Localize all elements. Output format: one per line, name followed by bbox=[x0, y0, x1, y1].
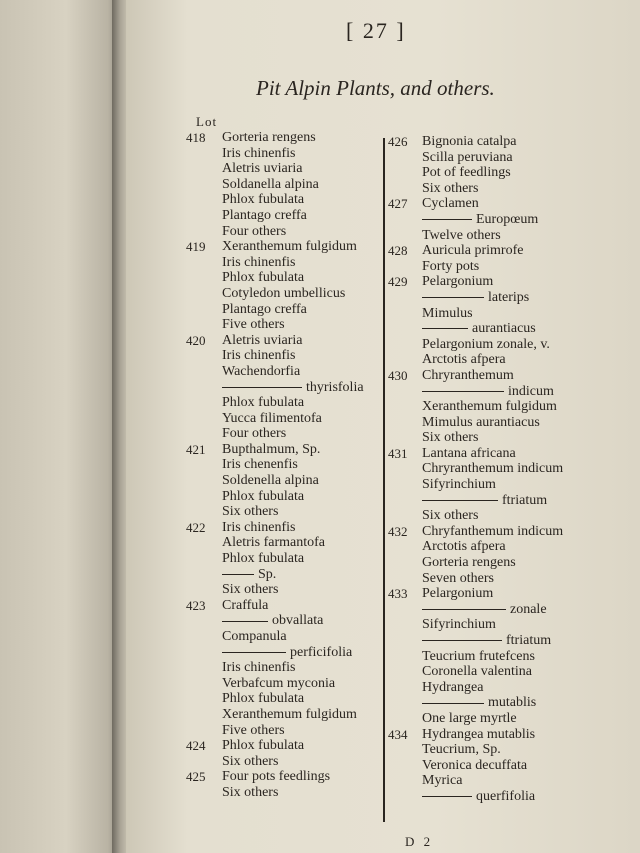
plant-name-text: Six others bbox=[422, 508, 479, 524]
plant-name-text: Six others bbox=[422, 430, 479, 446]
plant-name-text: Four pots feedlings bbox=[222, 769, 331, 785]
ditto-dash bbox=[422, 609, 506, 610]
plant-name-text: Forty pots bbox=[422, 258, 480, 274]
plant-name-text: indicum bbox=[508, 383, 554, 399]
lot-number: 420 bbox=[186, 332, 206, 348]
ditto-dash bbox=[222, 574, 254, 575]
plant-name bbox=[422, 212, 538, 228]
plant-name bbox=[422, 508, 478, 524]
plant-name bbox=[422, 493, 547, 509]
plant-name bbox=[222, 333, 302, 349]
ditto-dash bbox=[422, 219, 472, 220]
plant-name bbox=[422, 789, 535, 805]
plant-name-text: Five others bbox=[222, 722, 285, 738]
plant-name bbox=[422, 243, 523, 259]
plant-name-text: Lantana africana bbox=[422, 445, 516, 461]
plant-name bbox=[222, 317, 285, 333]
plant-name bbox=[222, 785, 278, 801]
plant-name bbox=[422, 274, 493, 290]
plant-name-text: Phlox fubulata bbox=[222, 270, 305, 286]
plant-name-text: Mimulus aurantiacus bbox=[422, 414, 540, 430]
plant-name-text: Europœum bbox=[476, 211, 539, 227]
plant-name-text: Six others bbox=[422, 180, 479, 196]
plant-name-text: Iris chinenfis bbox=[222, 348, 296, 364]
plant-name-text: Five others bbox=[222, 317, 285, 333]
plant-name bbox=[422, 415, 540, 431]
plant-name-text: Myrica bbox=[422, 773, 463, 789]
plant-name bbox=[222, 676, 335, 692]
plant-name-text: Sifyrinchium bbox=[422, 617, 496, 633]
plant-name bbox=[422, 165, 511, 181]
plant-name-text: Cyclamen bbox=[422, 196, 479, 212]
signature-mark: D 2 bbox=[405, 834, 434, 849]
plant-name-text: Chryfanthemum indicum bbox=[422, 523, 564, 539]
plant-name-text: Hydrangea mutablis bbox=[422, 726, 536, 742]
plant-name-text: Four others bbox=[222, 223, 287, 239]
plant-name-text: Pelargonium bbox=[422, 586, 494, 602]
plant-name bbox=[222, 426, 286, 442]
plant-name bbox=[222, 473, 319, 489]
plant-name-text: Gorteria rengens bbox=[222, 130, 316, 145]
plant-name-text: perficifolia bbox=[290, 644, 353, 660]
lot-number: 421 bbox=[186, 441, 206, 457]
plant-name bbox=[222, 738, 304, 754]
plant-name-text: Phlox fubulata bbox=[222, 551, 305, 567]
ditto-dash bbox=[222, 652, 286, 653]
plant-name bbox=[222, 161, 302, 177]
plant-name-text: Sp. bbox=[258, 566, 277, 582]
lot-number: 429 bbox=[388, 274, 408, 290]
plant-name-text: laterips bbox=[488, 289, 530, 305]
plant-name-text: Six others bbox=[222, 784, 279, 800]
plant-name-text: Aletris uviaria bbox=[222, 161, 303, 177]
plant-name bbox=[222, 754, 278, 770]
plant-name bbox=[222, 146, 295, 162]
plant-name bbox=[422, 352, 506, 368]
plant-name bbox=[422, 181, 478, 197]
plant-name-text: Auricula primrofe bbox=[422, 243, 524, 259]
plant-name bbox=[222, 613, 323, 629]
facing-page bbox=[0, 0, 120, 853]
plant-name bbox=[222, 270, 304, 286]
lot-number: 433 bbox=[388, 586, 408, 602]
lot-heading: Lot bbox=[196, 114, 218, 129]
plant-name-text: Xeranthemum fulgidum bbox=[222, 706, 357, 722]
lot-number: 427 bbox=[388, 196, 408, 212]
plant-name bbox=[422, 680, 483, 696]
plant-name bbox=[222, 535, 325, 551]
plant-name bbox=[422, 742, 501, 758]
plant-name bbox=[422, 711, 517, 727]
ditto-dash bbox=[422, 328, 468, 329]
plant-name-text: Iris chinenfis bbox=[222, 254, 296, 270]
plant-name-text: Soldenella alpina bbox=[222, 473, 319, 489]
plant-name bbox=[422, 150, 513, 166]
plant-name-text: Six others bbox=[222, 753, 279, 769]
plant-name bbox=[222, 769, 330, 785]
plant-name-text: Pelargonium bbox=[422, 274, 494, 290]
plant-name-text: Phlox fubulata bbox=[222, 192, 305, 208]
plant-name-text: obvallata bbox=[272, 613, 324, 629]
plant-name bbox=[422, 477, 496, 493]
lot-number: 428 bbox=[388, 243, 408, 259]
lot-number: 430 bbox=[388, 367, 408, 383]
plant-name bbox=[222, 255, 295, 271]
plant-name bbox=[222, 723, 285, 739]
plant-name bbox=[222, 645, 352, 661]
page-number: [ 27 ] bbox=[346, 18, 406, 43]
plant-name bbox=[422, 773, 462, 789]
plant-name bbox=[222, 239, 357, 255]
plant-name-text: Wachendorfia bbox=[222, 363, 301, 379]
plant-name-text: Coronella valentina bbox=[422, 664, 533, 680]
plant-name-text: Craffula bbox=[222, 597, 269, 613]
page-title: Pit Alpin Plants, and others. bbox=[256, 76, 495, 100]
plant-name bbox=[422, 758, 527, 774]
plant-name bbox=[222, 442, 320, 458]
ditto-dash bbox=[422, 297, 484, 298]
plant-name bbox=[222, 208, 307, 224]
ditto-dash bbox=[422, 391, 504, 392]
ditto-dash bbox=[422, 640, 502, 641]
plant-name-text: Plantago creffa bbox=[222, 207, 307, 223]
plant-name-text: Aletris farmantofa bbox=[222, 535, 326, 551]
plant-name-text: Cotyledon umbellicus bbox=[222, 285, 346, 301]
plant-name bbox=[422, 524, 563, 540]
lot-number: 424 bbox=[186, 738, 206, 754]
plant-name-text: ftriatum bbox=[506, 633, 552, 648]
plant-name-text: Arctotis afpera bbox=[422, 539, 506, 555]
plant-name-text: Veronica decuffata bbox=[422, 757, 528, 773]
plant-name bbox=[422, 571, 494, 587]
plant-name bbox=[422, 539, 506, 555]
plant-name-text: Soldanella alpina bbox=[222, 176, 319, 192]
plant-name-text: Hydrangea bbox=[422, 679, 484, 695]
plant-name bbox=[422, 196, 479, 212]
plant-name-text: One large myrtle bbox=[422, 710, 517, 726]
plant-name bbox=[222, 286, 345, 302]
plant-name bbox=[422, 633, 551, 649]
plant-name-text: Teucrium, Sp. bbox=[422, 742, 501, 758]
plant-name bbox=[422, 664, 532, 680]
ditto-dash bbox=[222, 621, 268, 622]
plant-name-text: Phlox fubulata bbox=[222, 488, 305, 504]
plant-name bbox=[222, 582, 278, 598]
plant-name-text: Teucrium frutefcens bbox=[422, 648, 535, 664]
plant-name-text: Six others bbox=[222, 582, 279, 598]
plant-name-text: Pelargonium zonale, v. bbox=[422, 336, 550, 352]
plant-name-text: querfifolia bbox=[476, 788, 536, 804]
plant-name bbox=[222, 380, 364, 396]
ditto-dash bbox=[422, 500, 498, 501]
plant-name bbox=[222, 302, 307, 318]
plant-name bbox=[222, 489, 304, 505]
plant-name bbox=[222, 707, 357, 723]
plant-name-text: Aletris uviaria bbox=[222, 332, 303, 348]
ditto-dash bbox=[422, 796, 472, 797]
ditto-dash bbox=[222, 387, 302, 388]
plant-name bbox=[422, 727, 535, 743]
plant-name bbox=[422, 617, 496, 633]
plant-name-text: Phlox fubulata bbox=[222, 738, 305, 754]
plant-name bbox=[422, 399, 557, 415]
plant-name-text: Pot of feedlings bbox=[422, 165, 511, 181]
plant-name bbox=[422, 321, 536, 337]
lot-number: 425 bbox=[186, 769, 206, 785]
lot-number: 432 bbox=[388, 523, 408, 539]
lot-number: 422 bbox=[186, 519, 206, 535]
plant-name-text: Arctotis afpera bbox=[422, 352, 506, 368]
plant-name bbox=[222, 395, 304, 411]
plant-name bbox=[222, 660, 295, 676]
plant-name-text: Bignonia catalpa bbox=[422, 134, 517, 149]
plant-name-text: Iris chinenfis bbox=[222, 145, 296, 161]
column-divider bbox=[383, 138, 385, 822]
plant-name-text: ftriatum bbox=[502, 492, 548, 508]
lot-number: 426 bbox=[388, 134, 408, 149]
plant-name bbox=[222, 411, 322, 427]
plant-name bbox=[222, 364, 300, 380]
lot-number: 418 bbox=[186, 130, 206, 145]
plant-name-text: Iris chinenfis bbox=[222, 519, 296, 535]
plant-name bbox=[422, 695, 536, 711]
lot-number: 431 bbox=[388, 445, 408, 461]
lot-number: 434 bbox=[388, 726, 408, 742]
ditto-dash bbox=[422, 703, 484, 704]
plant-name-text: Scilla peruviana bbox=[422, 149, 513, 165]
plant-name bbox=[422, 461, 563, 477]
plant-name bbox=[222, 504, 278, 520]
plant-name-text: Mimulus bbox=[422, 305, 473, 321]
plant-name bbox=[422, 384, 554, 400]
plant-name bbox=[222, 192, 304, 208]
plant-name bbox=[222, 224, 286, 240]
plant-name-text: Gorteria rengens bbox=[422, 555, 516, 571]
plant-name bbox=[422, 134, 516, 150]
plant-name bbox=[422, 586, 493, 602]
plant-name bbox=[422, 430, 478, 446]
plant-name bbox=[422, 446, 516, 462]
plant-name-text: aurantiacus bbox=[472, 321, 536, 337]
plant-name bbox=[222, 520, 295, 536]
plant-name-text: mutablis bbox=[488, 695, 537, 711]
plant-name bbox=[222, 348, 295, 364]
plant-name bbox=[422, 368, 514, 384]
plant-name-text: Six others bbox=[222, 504, 279, 520]
plant-name-text: Companula bbox=[222, 629, 287, 644]
plant-name-text: Xeranthemum fulgidum bbox=[422, 399, 557, 415]
plant-name bbox=[222, 457, 298, 473]
plant-name bbox=[222, 691, 304, 707]
plant-name bbox=[422, 290, 529, 306]
plant-name bbox=[222, 567, 276, 583]
plant-name-text: Seven others bbox=[422, 570, 494, 586]
plant-name bbox=[222, 130, 316, 146]
plant-name-text: Plantago creffa bbox=[222, 301, 307, 317]
plant-name-text: Phlox fubulata bbox=[222, 395, 305, 411]
plant-name-text: Verbafcum myconia bbox=[222, 675, 336, 691]
plant-name bbox=[222, 177, 319, 193]
plant-name-text: zonale bbox=[510, 601, 547, 617]
plant-name bbox=[422, 228, 501, 244]
plant-name bbox=[422, 306, 473, 322]
plant-name-text: Phlox fubulata bbox=[222, 691, 305, 707]
plant-name-text: Yucca filimentofa bbox=[222, 410, 322, 426]
plant-name bbox=[422, 602, 547, 618]
plant-name-text: Sifyrinchium bbox=[422, 477, 496, 493]
plant-name-text: Bupthalmum, Sp. bbox=[222, 441, 321, 457]
plant-name-text: Four others bbox=[222, 426, 287, 442]
plant-name bbox=[222, 598, 268, 614]
lot-number: 423 bbox=[186, 597, 206, 613]
plant-name bbox=[222, 629, 287, 645]
plant-name bbox=[422, 555, 516, 571]
plant-name-text: Iris chenenfis bbox=[222, 457, 298, 473]
plant-name-text: Chryranthemum bbox=[422, 367, 514, 383]
plant-name bbox=[422, 259, 479, 275]
plant-name bbox=[422, 337, 550, 353]
plant-name-text: Xeranthemum fulgidum bbox=[222, 239, 357, 255]
plant-name bbox=[222, 551, 304, 567]
plant-name-text: thyrisfolia bbox=[306, 379, 364, 395]
plant-name bbox=[422, 649, 535, 665]
plant-name-text: Iris chinenfis bbox=[222, 660, 296, 676]
lot-number: 419 bbox=[186, 239, 206, 255]
plant-name-text: Chryranthemum indicum bbox=[422, 461, 564, 477]
plant-name-text: Twelve others bbox=[422, 227, 501, 243]
